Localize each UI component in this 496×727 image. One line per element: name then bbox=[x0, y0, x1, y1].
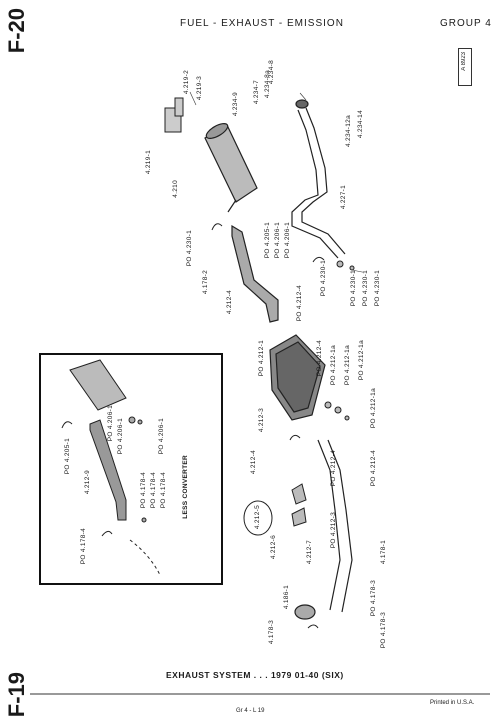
label-4-210: 4.210 bbox=[172, 180, 179, 198]
label-po-4-178-3c: PO 4.178-3 bbox=[380, 612, 387, 649]
label-po-4-212-1-side: PO 4.212-1a bbox=[370, 388, 377, 429]
page-reference: Gr 4 - L 19 bbox=[236, 708, 265, 714]
inset-label-4-178-4: PO 4.178-4 bbox=[80, 528, 87, 565]
label-4-234-12a: 4.234-12a bbox=[345, 115, 352, 147]
label-po-4-230-1d: PO 4.230-1 bbox=[362, 270, 369, 307]
figure-caption: EXHAUST SYSTEM . . . 1979 01-40 (SIX) bbox=[166, 670, 344, 680]
label-po-4-212-1a-c: PO 4.212-1a bbox=[358, 340, 365, 381]
tailpipe bbox=[292, 100, 345, 258]
label-4-186-1: 4.186-1 bbox=[283, 585, 290, 610]
label-4-212-7: 4.212-7 bbox=[306, 540, 313, 565]
label-4-234-14: 4.234-14 bbox=[357, 110, 364, 139]
inset-label-less-converter: LESS CONVERTER bbox=[182, 455, 189, 519]
label-4-178-1: 4.178-1 bbox=[380, 540, 387, 565]
label-4-212-4d: 4.212-4 bbox=[250, 450, 257, 475]
label-4-234-8a: 4.234-8a bbox=[264, 70, 271, 99]
label-4-212-5: 4.212-5 bbox=[254, 505, 261, 530]
label-po-4-212-1a: PO 4.212-1a bbox=[330, 345, 337, 386]
inset-label-po-4-206-1c: PO 4.206-1 bbox=[158, 418, 165, 455]
section-code-bottom: F-19 bbox=[4, 672, 29, 718]
label-4-219-2: 4.219-2 bbox=[183, 70, 190, 95]
inset-muffler bbox=[70, 360, 126, 410]
hanger-bracket bbox=[165, 98, 183, 132]
label-po-4-178-3b: PO 4.178-3 bbox=[370, 580, 377, 617]
label-po-4-212-1: PO 4.212-1 bbox=[258, 340, 265, 377]
label-4-219-1: 4.219-1 bbox=[145, 150, 152, 175]
label-4-178-3: 4.178-3 bbox=[268, 620, 275, 645]
muffler bbox=[204, 121, 257, 212]
label-4-212-6: 4.212-6 bbox=[270, 535, 277, 560]
label-po-4-212-1a-b: PO 4.212-1a bbox=[344, 345, 351, 386]
inset-label-po-4-206-1b: PO 4.206-1 bbox=[117, 418, 124, 455]
label-po-4-212-4c: PO 4.212-4 bbox=[316, 340, 323, 377]
label-po-4-212-4e: PO 4.212-4 bbox=[330, 450, 337, 487]
ref-box-text: A 8923 bbox=[461, 52, 467, 71]
label-po-4-212-3: PO 4.212-3 bbox=[330, 512, 337, 549]
inset-label-po-4-178-4c: PO 4.178-4 bbox=[160, 472, 167, 509]
label-po-4-230-1a: PO 4.230-1 bbox=[186, 230, 193, 267]
printed-note: Printed in U.S.A. bbox=[430, 700, 475, 706]
label-po-4-212-4f: PO 4.212-4 bbox=[370, 450, 377, 487]
label-po-4-205-1: PO 4.205-1 bbox=[264, 222, 271, 259]
inset-label-po-4-205-1: PO 4.205-1 bbox=[64, 438, 71, 475]
label-4-212-3: 4.212-3 bbox=[258, 408, 265, 433]
front-pipe bbox=[295, 440, 352, 619]
label-po-4-212-4b: PO 4.212-4 bbox=[296, 285, 303, 322]
group-label: GROUP 4 bbox=[440, 18, 492, 29]
label-4-234-7: 4.234-7 bbox=[253, 80, 260, 105]
label-po-4-230-1c: PO 4.230-1 bbox=[350, 270, 357, 307]
inset-label-po-4-206-1: PO 4.206-1 bbox=[107, 405, 114, 442]
label-4-234-9: 4.234-9 bbox=[232, 92, 239, 117]
u-bolts bbox=[212, 224, 324, 628]
label-po-4-206-1: PO 4.206-1 bbox=[274, 222, 281, 259]
label-po-4-230-1e: PO 4.230-1 bbox=[374, 270, 381, 307]
inset-label-po-4-178-4b: PO 4.178-4 bbox=[150, 472, 157, 509]
label-4-234-8: 4.234-8 bbox=[268, 60, 275, 85]
page-title: FUEL - EXHAUST - EMISSION bbox=[180, 18, 344, 29]
label-po-4-230-1b: PO 4.230-1 bbox=[320, 260, 327, 297]
label-4-212-4a: 4.212-4 bbox=[226, 290, 233, 315]
inset-label-4-212-9: 4.212-9 bbox=[84, 470, 91, 495]
inset-label-po-4-178-4a: PO 4.178-4 bbox=[140, 472, 147, 509]
label-po-4-206-1b: PO 4.206-1 bbox=[284, 222, 291, 259]
intermediate-pipe bbox=[232, 226, 278, 322]
label-4-178-2: 4.178-2 bbox=[202, 270, 209, 295]
label-4-227-1: 4.227-1 bbox=[340, 185, 347, 210]
label-4-219-3: 4.219-3 bbox=[196, 76, 203, 101]
section-code-top: F-20 bbox=[4, 8, 29, 54]
